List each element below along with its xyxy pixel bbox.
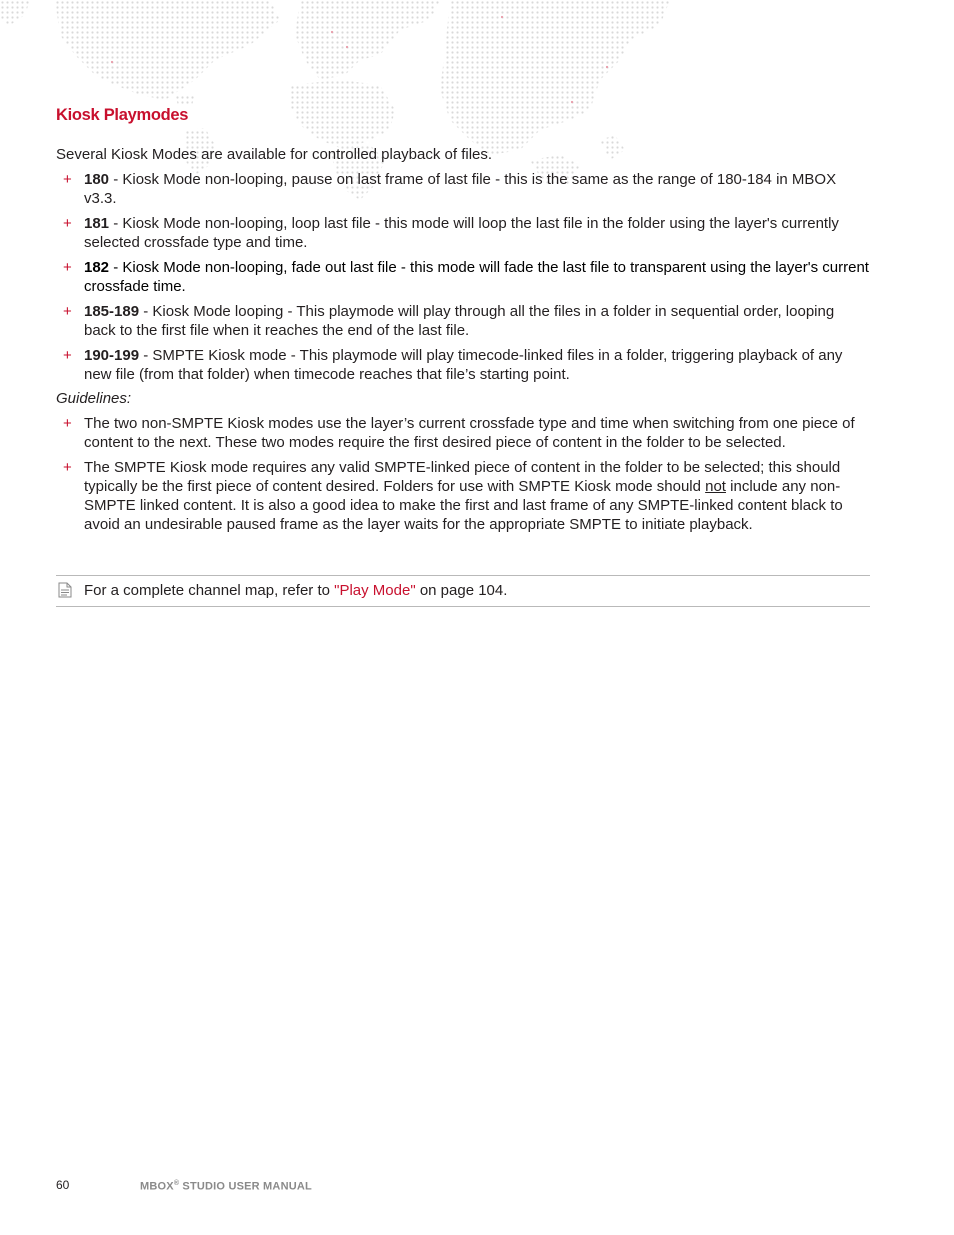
- plus-bullet-icon: +: [63, 303, 72, 320]
- list-item-mode-181: [56, 214, 870, 252]
- kiosk-modes-list: [56, 170, 870, 390]
- note-text: [84, 581, 507, 600]
- mode-description: - Kiosk Mode looping - This playmode will play through all the files in a folder in sequential order, looping back to the first file when it reaches the end of the last file.: [84, 303, 835, 339]
- plus-bullet-icon: +: [63, 459, 72, 476]
- guidelines-list: [56, 414, 870, 540]
- guideline-underlined-word: not: [705, 478, 726, 495]
- intro-paragraph: Several Kiosk Modes are available for controlled playback of files.: [56, 146, 493, 163]
- note-icon: [58, 582, 72, 598]
- note-text-after: on page 104.: [415, 582, 508, 599]
- list-item-mode-182: [56, 258, 870, 296]
- mode-description: - SMPTE Kiosk mode - This playmode will play timecode-linked files in a folder, triggering playback of any new file (from that folder) when timecode reaches that file’s starting point.: [84, 347, 843, 383]
- plus-bullet-icon: +: [63, 415, 72, 432]
- guideline-text: The two non-SMPTE Kiosk modes use the layer’s current crossfade type and time when switching from one piece of content to the next. These two modes require the first desired piece of content in the folder to be selected.: [84, 415, 855, 451]
- guideline-text-before: The SMPTE Kiosk mode requires any valid SMPTE-linked piece of content in the folder to be selected; this should typically be the first piece of content desired. Folders for use with SMPTE Kiosk mode should: [84, 459, 841, 495]
- list-item-mode-180: [56, 170, 870, 208]
- registered-mark: ®: [173, 1180, 180, 1187]
- play-mode-link[interactable]: "Play Mode": [334, 582, 416, 599]
- guideline-text-after: include any non-SMPTE linked content. It is also a good idea to make the first and last frame of any SMPTE-linked content black to avoid an undesirable paused frame as the layer waits for the appropriate SMPTE to initiate playback.: [84, 478, 843, 533]
- mode-description: - Kiosk Mode non-looping, loop last file - this mode will loop the last file in the folder using the layer's currently selected crossfade type and time.: [84, 215, 839, 251]
- list-item-mode-185-189: [56, 302, 870, 340]
- note-box: [56, 575, 870, 607]
- footer-manual-title: [140, 1180, 312, 1193]
- mode-code: 190-199: [84, 347, 140, 364]
- footer-title-text: STUDIO USER MANUAL: [179, 1180, 312, 1193]
- plus-bullet-icon: +: [63, 215, 72, 232]
- mode-code: 185-189: [84, 303, 140, 320]
- note-text-before: For a complete channel map, refer to: [84, 582, 335, 599]
- guidelines-label: Guidelines:: [56, 390, 132, 407]
- guideline-item: [56, 414, 870, 452]
- guideline-item: [56, 458, 870, 534]
- mode-description: - Kiosk Mode non-looping, pause on last frame of last file - this is the same as the range of 180-184 in MBOX v3.3.: [84, 171, 837, 207]
- page-number: 60: [56, 1178, 70, 1192]
- plus-bullet-icon: +: [63, 347, 72, 364]
- mode-code: 182: [84, 259, 110, 276]
- section-heading: Kiosk Playmodes: [56, 106, 189, 124]
- footer-brand: MBOX: [140, 1180, 174, 1193]
- plus-bullet-icon: +: [63, 171, 72, 188]
- mode-code: 180: [84, 171, 110, 188]
- plus-bullet-icon: +: [63, 259, 72, 276]
- mode-description: - Kiosk Mode non-looping, fade out last file - this mode will fade the last file to transparent using the layer's current crossfade time.: [84, 259, 869, 295]
- mode-code: 181: [84, 215, 110, 232]
- list-item-mode-190-199: [56, 346, 870, 384]
